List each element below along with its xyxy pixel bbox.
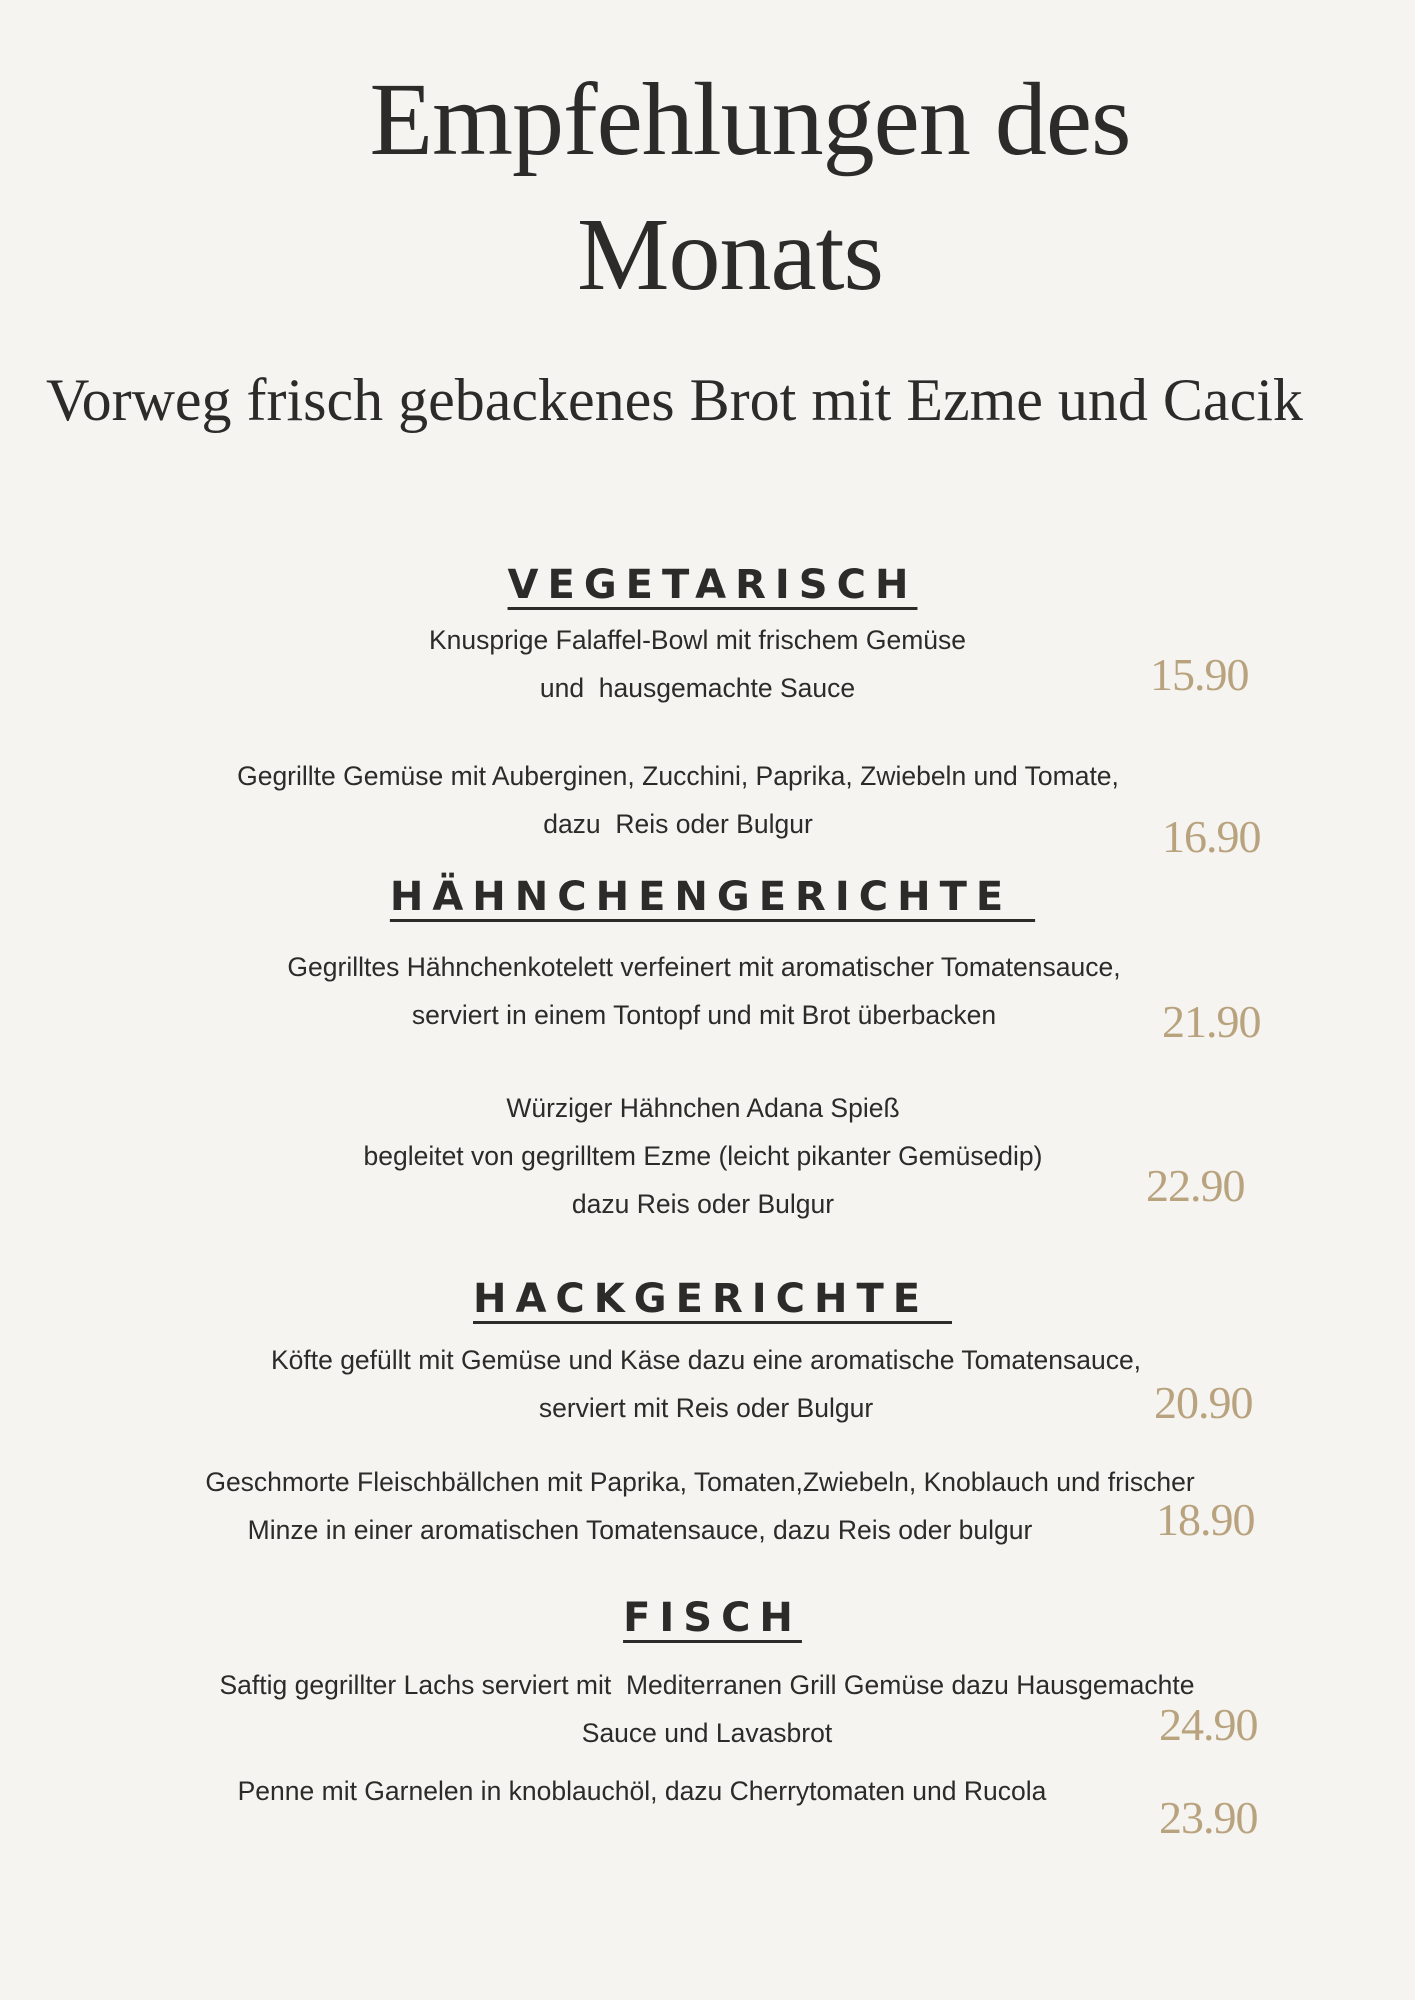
price-falafel-bowl: 15.90 <box>1150 649 1249 700</box>
dish-line: Gegrilltes Hähnchenkotelett verfeinert mit aromatischer Tomatensauce, <box>287 952 1121 982</box>
price-lachs: 24.90 <box>1159 1699 1258 1750</box>
price-koefte: 20.90 <box>1154 1377 1253 1428</box>
dish-line: serviert mit Reis oder Bulgur <box>538 1393 874 1423</box>
dish-line: Köfte gefüllt mit Gemüse und Käse dazu eine aromatische Tomatensauce, <box>270 1345 1142 1375</box>
dish-line: dazu Reis oder Bulgur <box>571 1189 835 1219</box>
price-fleischbaellchen: 18.90 <box>1156 1494 1255 1545</box>
menu-title-line2: Monats <box>577 197 883 312</box>
dish-line: Geschmorte Fleischbällchen mit Paprika, Tomaten,Zwiebeln, Knoblauch und frischer <box>205 1467 1195 1497</box>
dish-line: Gegrillte Gemüse mit Auberginen, Zucchini, Paprika, Zwiebeln und Tomate, <box>237 761 1119 791</box>
section-title-text: FISCH <box>623 1595 802 1641</box>
menu-subtitle: Vorweg frisch gebackenes Brot mit Ezme und Cacik <box>46 367 1303 433</box>
price-penne-garnelen: 23.90 <box>1159 1792 1258 1843</box>
menu-title-line1: Empfehlungen des <box>369 62 1131 177</box>
section-title-fisch <box>0 1593 1415 1643</box>
section-title-vegetarisch <box>0 560 1415 610</box>
section-title-text: HÄHNCHENGERICHTE <box>389 874 1036 920</box>
dish-line: und hausgemachte Sauce <box>539 673 856 703</box>
price-gegrillte-gemuese: 16.90 <box>1162 811 1261 862</box>
section-title-haehnchengerichte <box>0 872 1415 922</box>
dish-line: dazu Reis oder Bulgur <box>543 809 813 839</box>
dish-line: begleitet von gegrilltem Ezme (leicht pikanter Gemüsedip) <box>363 1141 1043 1171</box>
dish-gegrillte-gemuese <box>0 752 1356 848</box>
dish-line: Minze in einer aromatischen Tomatensauce, dazu Reis oder bulgur <box>247 1515 1033 1545</box>
dish-penne-garnelen <box>0 1767 1284 1815</box>
dish-line: Penne mit Garnelen in knoblauchöl, dazu Cherrytomaten und Rucola <box>237 1776 1047 1806</box>
section-title-hackgerichte <box>0 1274 1415 1324</box>
price-haehnchenkotelett: 21.90 <box>1162 996 1261 1047</box>
dish-line: Sauce und Lavasbrot <box>581 1718 833 1748</box>
dish-line: serviert in einem Tontopf und mit Brot überbacken <box>411 1000 997 1030</box>
dish-line: Saftig gegrillter Lachs serviert mit Mediterranen Grill Gemüse dazu Hausgemachte <box>219 1670 1195 1700</box>
price-adana-spiess: 22.90 <box>1146 1160 1245 1211</box>
section-title-text: HACKGERICHTE <box>473 1276 952 1322</box>
dish-line: Knusprige Falaffel-Bowl mit frischem Gemüse <box>428 625 967 655</box>
section-title-text: VEGETARISCH <box>507 562 918 608</box>
dish-line: Würziger Hähnchen Adana Spieß <box>506 1093 900 1123</box>
